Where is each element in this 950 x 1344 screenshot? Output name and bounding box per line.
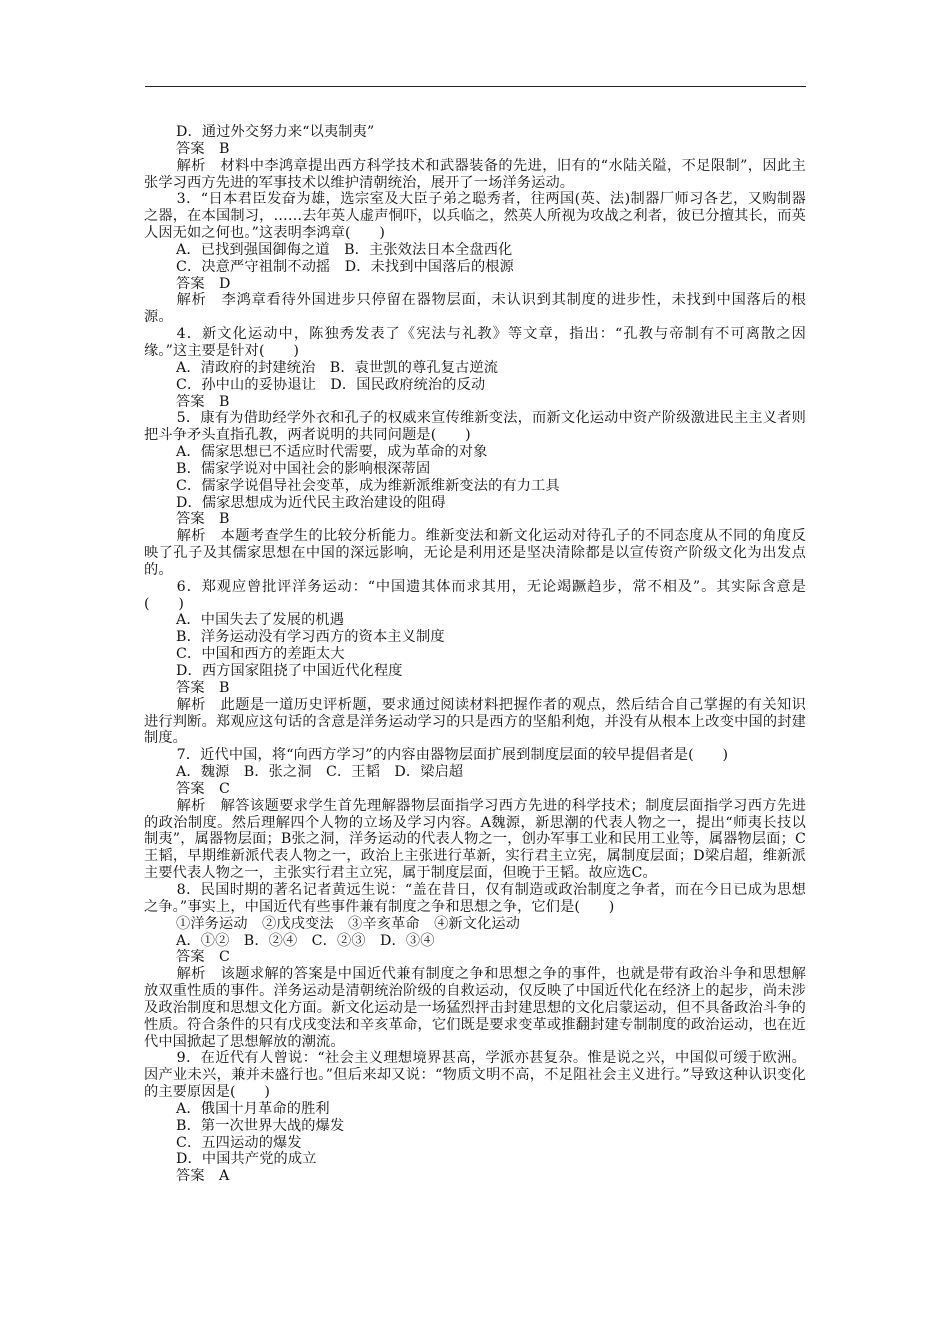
answer-line: 答案 C: [176, 780, 231, 797]
paragraph: 解析 材料中李鸿章提出西方科学技术和武器装备的先进，旧有的“水陆关隘，不足限制”，因此主张学习西方先进的军事技术以维护清朝统治，展开了一场洋务运动。: [144, 157, 806, 191]
paragraph: 3．“日本君臣发奋为雄，选宗室及大臣子弟之聪秀者，往两国(英、法)制器厂师习各艺，又购制器之器，在本国制习，……去年英人虚声恫吓，以兵临之，然英人所视为攻战之利者，彼已分擅其长，而英人因无如之何也。”这表明李鸿章( ): [144, 191, 806, 242]
paragraph: 8．民国时期的著名记者黄远生说：“盖在昔日，仅有制造或政治制度之争者，而在今日已成为思想之争。”事实上，中国近代有些事件兼有制度之争和思想之争，它们是( ): [144, 881, 806, 915]
document-body: [144, 124, 806, 1185]
option-line: D．西方国家阻挠了中国近代化程度: [176, 663, 403, 679]
paragraph: 4．新文化运动中，陈独秀发表了《宪法与礼教》等文章，指出：“孔教与帝制有不可离散之因缘。”这主要是针对( ): [144, 326, 806, 359]
option-line: C．五四运动的爆发: [176, 1134, 302, 1151]
option-line: B．儒家学说对中国社会的影响根深蒂固: [176, 460, 431, 477]
option-line: A．已找到强国御侮之道 B．主张效法日本全盘西化: [176, 241, 513, 258]
paragraph: 7．近代中国，将“向西方学习”的内容由器物层面扩展到制度层面的较早提倡者是( ): [176, 747, 729, 764]
option-line: A．①② B．②④ C．②③ D．③④: [176, 932, 435, 949]
answer-line: 答案 B: [176, 679, 230, 696]
option-line: B．洋务运动没有学习西方的资本主义制度: [176, 629, 445, 646]
paragraph: 解析 该题求解的答案是中国近代兼有制度之争和思想之争的事件，也就是带有政治斗争和思想解放双重性质的事件。洋务运动是清朝统治阶级的自救运动，仅反映了中国近代化在经济上的起步，尚未涉及政治制度和思想文化方面。新文化运动是一场猛烈抨击封建思想的文化启蒙运动，但不具备政治斗争的性质。符合条件的只有戊戌变法和辛亥革命，它们既是要求变革或推翻封建专制制度的政治运动，也在近代中国掀起了思想解放的潮流。: [144, 966, 806, 1050]
paragraph: 解析 此题是一道历史评析题，要求通过阅读材料把握作者的观点，然后结合自己掌握的有关知识进行判断。郑观应这句话的含意是洋务运动学习的只是西方的坚船利炮，并没有从根本上改变中国的封建制度。: [144, 696, 806, 747]
option-line: D．中国共产党的成立: [176, 1151, 317, 1168]
header-rule: [145, 86, 806, 87]
option-line: A．魏源 B．张之洞 C．王韬 D．梁启超: [176, 764, 464, 781]
option-line: A．清政府的封建统治 B．袁世凯的尊孔复古逆流: [176, 359, 499, 376]
paragraph: 解析 李鸿章看待外国进步只停留在器物层面，未认识到其制度的进步性，未找到中国落后的根源。: [144, 292, 806, 326]
paragraph: 6．郑观应曾批评洋务运动：“中国遗其体而求其用，无论竭蹶趋步，常不相及”。其实际含意是( ): [144, 578, 806, 612]
option-line: D．通过外交努力来“以夷制夷”: [176, 124, 375, 140]
option-line: C．决意严守祖制不动摇 D．未找到中国落后的根源: [176, 258, 514, 275]
option-line: C．中国和西方的差距太大: [176, 646, 345, 663]
option-line: A．中国失去了发展的机遇: [176, 612, 345, 629]
option-line: C．孙中山的妥协退让 D．国民政府统治的反动: [176, 376, 486, 393]
paragraph: 9．在近代有人曾说：“社会主义理想境界甚高，学派亦甚复杂。惟是说之兴，中国似可缓于欧洲。因产业未兴，兼并未盛行也。”但后来却又说：“物质文明不高，不足阻社会主义进行。”导致这种认识变化的主要原因是( ): [144, 1050, 806, 1101]
paragraph: 解析 本题考查学生的比较分析能力。维新变法和新文化运动对待孔子的不同态度从不同的角度反映了孔子及其儒家思想在中国的深远影响，无论是利用还是坚决清除都是以宣传资产阶级文化为出发点的。: [144, 528, 806, 578]
paragraph: 5．康有为借助经学外衣和孔子的权威来宣传维新变法，而新文化运动中资产阶级激进民主主义者则把斗争矛头直指孔教，两者说明的共同问题是( ): [144, 410, 806, 444]
answer-line: 答案 C: [176, 949, 231, 966]
paragraph: 解析 解答该题要求学生首先理解器物层面指学习西方先进的科学技术；制度层面指学习西方先进的政治制度。然后理解四个人物的立场及学习内容。A魏源，新思潮的代表人物之一，提出“师夷长技以制夷”，属器物层面；B张之洞，洋务运动的代表人物之一，创办军事工业和民用工业等，属器物层面；C王韬，早期维新派代表人物之一，政治上主张进行革新，实行君主立宪，属制度层面；D梁启超，维新派主要代表人物之一，主张实行君主立宪，属于制度层面，但晚于王韬。故应选C。: [144, 797, 806, 882]
option-line: C．儒家学说倡导社会变革，成为维新派维新变法的有力工具: [176, 477, 560, 494]
answer-line: 答案 B: [176, 393, 230, 410]
answer-line: 答案 B: [176, 511, 230, 528]
answer-line: 答案 D: [176, 275, 231, 292]
option-line: A．俄国十月革命的胜利: [176, 1100, 330, 1117]
option-line: B．第一次世界大战的爆发: [176, 1117, 345, 1134]
answer-line: 答案 A: [176, 1168, 230, 1185]
option-line: A．儒家思想已不适应时代需要，成为革命的对象: [176, 444, 488, 461]
option-line: ①洋务运动 ②戊戌变法 ③辛亥革命 ④新文化运动: [176, 915, 521, 932]
option-line: D．儒家思想成为近代民主政治建设的阻碍: [176, 494, 446, 511]
answer-line: 答案 B: [176, 140, 230, 157]
